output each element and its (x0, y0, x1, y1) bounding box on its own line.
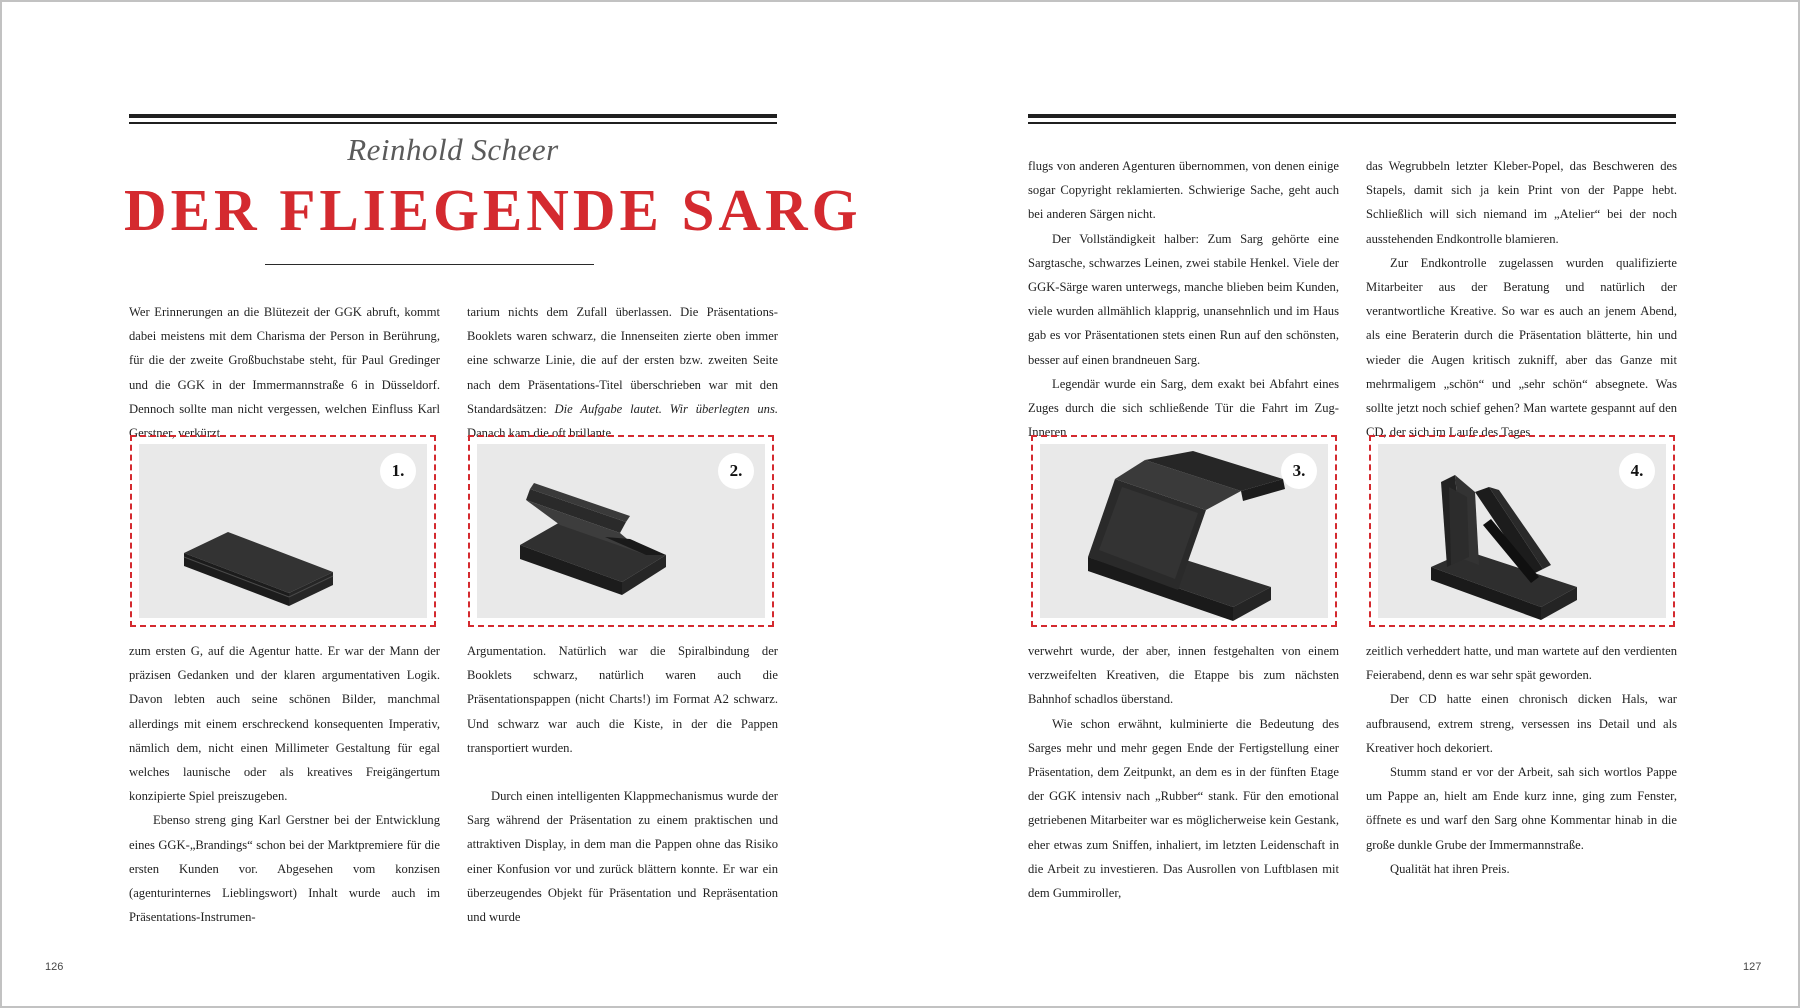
paragraph: zeitlich verheddert hatte, und man wartete auf den verdienten Feierabend, denn es war sehr spät geworden. (1366, 644, 1677, 683)
paragraph: flugs von anderen Agenturen übernommen, von denen einige sogar Copyright reklamierten. Schwierige Sache, geht auch bei anderen Särgen nicht. (1028, 159, 1339, 222)
title-underline (265, 264, 594, 265)
column-2-top (467, 300, 778, 445)
column-3-top (1028, 154, 1339, 444)
page-number-right: 127 (1743, 961, 1762, 973)
figure-2-frame (468, 435, 774, 627)
paragraph: Zur Endkontrolle zugelassen wurden qualifizierte Mitarbeiter aus der Beratung und natürlich der verantwortliche Kreative. So war es auch an jenem Abend, als eine Beraterin durch die Präsentation blätterte, hin und wieder die Augen kritisch zukniff, aber das Ganze mit mehrmaligem „schön“ und „sehr schön“ absegnete. Was sollte jetzt noch schief gehen? Man wartete gespannt auf den CD, der sich im Laufe des Tages (1366, 255, 1677, 440)
column-4-top (1366, 154, 1677, 444)
step-number-badge: 4. (1619, 453, 1655, 489)
step-number-badge: 1. (380, 453, 416, 489)
paragraph: Durch einen intelligenten Klappmechanismus wurde der Sarg während der Präsentation zu einem praktischen und attraktiven Display, in dem man die Pappen ohne das Risiko einer Konfusion vor und zurück blättern konnte. Er war ein überzeugendes Objekt für Präsentation und Repräsentation und wurde (467, 789, 778, 925)
column-3-bottom (1028, 639, 1339, 905)
column-4-bottom (1366, 639, 1677, 881)
paragraph: Ebenso streng ging Karl Gerstner bei der Entwicklung eines GGK-„Brandings“ schon bei der Marktpremiere für die ersten Kunden vor. Abgesehen vom konzisen (agenturinternes Lieblingswort) Inhalt wurde auch im Präsentations-Instrumen- (129, 813, 440, 925)
paragraph: Der CD hatte einen chronisch dicken Hals, war aufbrausend, extrem streng, versessen ins Detail und als Kreativer hoch dekoriert. (1366, 692, 1677, 755)
author-name: Reinhold Scheer (347, 132, 559, 167)
paragraph: verwehrt wurde, der aber, innen festgehalten von einem verzweifelten Kreativen, die Etappe bis zum nächsten Bahnhof schadlos überstand. (1028, 644, 1339, 707)
paragraph: tarium nichts dem Zufall überlassen. Die Präsentations-Booklets waren schwarz, die Innenseiten zierte oben immer eine schwarze Linie, die auf der ersten bzw. zweiten Seite nach dem Präsentations-Titel überschrieben war mit den Standardsätzen: Die Aufgabe lautet. Wir überlegten uns. Danach kam die oft brillante (467, 305, 778, 441)
figure-1-frame (130, 435, 436, 627)
paragraph: Qualität hat ihren Preis. (1390, 861, 1510, 876)
italic-standard-sentences: Die Aufgabe lautet. Wir überlegten uns. (554, 401, 778, 416)
step-number-badge: 3. (1281, 453, 1317, 489)
paragraph: Argumentation. Natürlich war die Spiralbindung der Booklets schwarz, natürlich waren auch die Präsentationspappen (nicht Charts!) im Format A2 schwarz. Und schwarz war auch die Kiste, in der die Pappen transportiert wurden. (467, 644, 778, 755)
paragraph: Wer Erinnerungen an die Blütezeit der GGK abruft, kommt dabei meistens mit dem Charisma der Person in Berührung, für die der zweite Großbuchstabe steht, für Paul Gredinger und die GGK in der Immermannstraße 6 in Düsseldorf. Dennoch sollte man nicht vergessen, welchen Einfluss Karl Gerstner, verkürzt (129, 305, 440, 441)
step-number-badge: 2. (718, 453, 754, 489)
paragraph: zum ersten G, auf die Agentur hatte. Er war der Mann der präzisen Gedanken und der klaren argumentativen Logik. Davon lebten auch seine schönen Bilder, manchmal allerdings mit einem erschreckend konsequenten Imperativ, nämlich dem, nicht einen Millimeter Gestaltung für egal welches launische oder als kreatives Freigängertum konzipierte Spiel preiszugeben. (129, 644, 440, 804)
paragraph: Stumm stand er vor der Arbeit, sah sich wortlos Pappe um Pappe an, hielt am Ende kurz inne, ging zum Fenster, öffnete es und warf den Sarg ohne Kommentar hinab in die große dunkle Grube der Immermannstraße. (1366, 765, 1677, 852)
figure-3-frame (1031, 435, 1337, 627)
paragraph: Der Vollständigkeit halber: Zum Sarg gehörte eine Sargtasche, schwarzes Leinen, zwei stabile Henkel. Viele der GGK-Särge waren unterwegs, manche blieben beim Kunden, viele wurden allmählich klapprig, unansehnlich und im Haus gab es vor Präsentationen stets einen Run auf den schönsten, besser auf einen brandneuen Sarg. (1028, 231, 1339, 367)
article-title: DER FLIEGENDE SARG (124, 177, 862, 243)
paragraph: Wie schon erwähnt, kulminierte die Bedeutung des Sarges mehr und mehr gegen Ende der Fertigstellung einer Präsentation, dem Zeitpunkt, an dem es in der fünften Etage der GGK intensiv nach „Rubber“ stank. Für den emotional getriebenen Mitarbeiter war es möglicherweise kein Gestank, eher etwas zum Sniffen, inhaliert, im letzten Leidenschaft in die Arbeit zu investieren. Das Ausrollen von Luftblasen mit dem Gummiroller, (1028, 716, 1339, 901)
figure-4-frame (1369, 435, 1675, 627)
column-1-bottom (129, 639, 440, 929)
column-2-bottom (467, 639, 778, 929)
column-1-top (129, 300, 440, 445)
paragraph: das Wegrubbeln letzter Kleber-Popel, das Beschweren des Stapels, damit sich ja kein Print von der Pappe hebt. Schließlich will sich niemand im „Atelier“ bei der noch ausstehenden Endkontrolle blamieren. (1366, 159, 1677, 246)
paragraph: Legendär wurde ein Sarg, dem exakt bei Abfahrt eines Zuges durch die sich schließende Tür die Fahrt im Zug-Inneren (1028, 376, 1339, 440)
page-number-left: 126 (45, 961, 64, 973)
